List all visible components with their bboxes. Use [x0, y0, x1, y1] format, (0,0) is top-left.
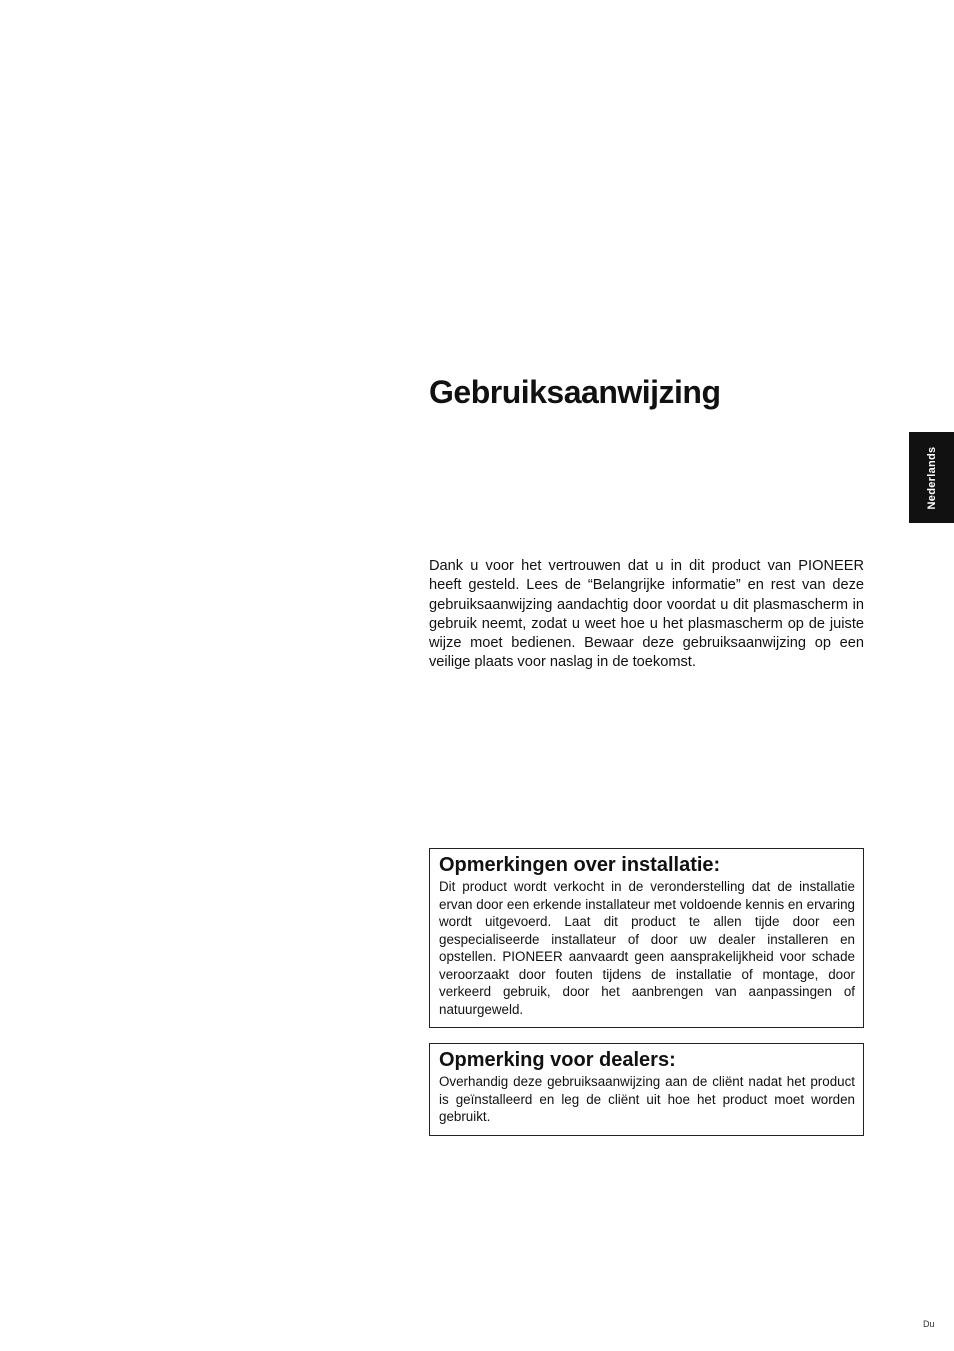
- language-tab: [909, 432, 954, 523]
- installation-notes-box: [429, 848, 864, 1028]
- installation-notes-text: Dit product wordt verkocht in de veronderstelling dat de installatie ervan door een erkende installateur met voldoende kennis en ervaring wordt uitgevoerd. Laat dit product te allen tijde door een gespecialiseerde installateur of door uw dealer installeren en opstellen. PIONEER aanvaardt geen aansprakelijkheid voor schade veroorzaakt door fouten tijdens de installatie of montage, door verkeerd gebruik, door het aanbrengen van aanpassingen of natuurgeweld.: [439, 879, 855, 1017]
- dealer-note-box: [429, 1043, 864, 1136]
- dealer-note-heading: Opmerking voor dealers:: [439, 1049, 676, 1071]
- language-tab-label: Nederlands: [925, 446, 938, 509]
- installation-notes-heading: Opmerkingen over installatie:: [439, 854, 721, 876]
- page-title: Gebruiksaanwijzing: [429, 374, 721, 410]
- page-language-code: Du: [923, 1319, 935, 1329]
- intro-paragraph: Dank u voor het vertrouwen dat u in dit product van PIONEER heeft gesteld. Lees de “Belangrijke informatie” en rest van deze gebruiksaanwijzing aandachtig door voordat u dit plasmascherm in gebruik neemt, zodat u weet hoe u het plasmascherm op de juiste wijze moet bedienen. Bewaar deze gebruiksaanwijzing op een veilige plaats voor naslag in de toekomst.: [429, 558, 864, 671]
- dealer-note-text: Overhandig deze gebruiksaanwijzing aan de cliënt nadat het product is geïnstalleerd en leg de cliënt uit hoe het product moet worden gebruikt.: [439, 1074, 855, 1124]
